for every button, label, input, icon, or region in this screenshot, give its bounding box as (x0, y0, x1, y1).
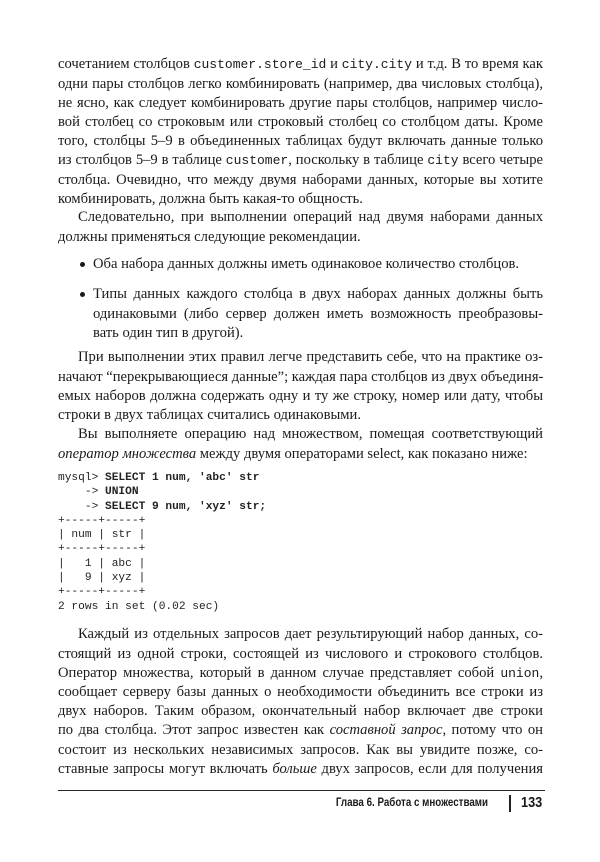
text-line (93, 305, 543, 324)
bullet-text (93, 255, 543, 274)
code-text: -> (58, 500, 105, 513)
bullet-icon (80, 262, 85, 267)
text-run: Оба набора данных должны иметь одинаковое количество столбцов. (93, 256, 520, 273)
text-run: и т.д. В то время как (412, 56, 543, 73)
inline-code: customer (225, 153, 289, 169)
text-run: двух запросов, если для получения (316, 760, 543, 777)
text-line (58, 132, 543, 151)
code-text: +-----+-----+ (58, 514, 146, 527)
code-text: -> (58, 486, 105, 499)
text-run: сочетанием столбцов (58, 56, 194, 73)
text-run: , (539, 664, 543, 681)
text-line (58, 702, 543, 721)
text-run: емых наборов должна содержать одну и ту же строку, номер или дату, чтобы (58, 387, 543, 404)
text-run: всего четыре (458, 152, 543, 169)
code-line (58, 571, 266, 585)
text-run: Следовательно, при выполнении операций над двумя наборами данных (78, 209, 543, 226)
code-keyword: UNION (105, 486, 139, 499)
code-line (58, 485, 266, 499)
text-run: не ясно, как следует комбинировать другие пары столбцов, например число- (58, 94, 543, 111)
text-line (58, 721, 543, 740)
inline-code: city (427, 153, 459, 169)
code-line (58, 500, 266, 514)
code-line (58, 528, 266, 542)
text-run: стоящий из одной строки, состоящей из числового и строкового столбцов. (58, 645, 543, 662)
text-line (58, 406, 543, 425)
text-run: ставные запросы могут включать (58, 760, 273, 777)
text-run: вой столбец со строковым или строковый столбец со столбцом даты. Кроме (58, 113, 543, 130)
text-line (58, 387, 543, 406)
text-run: сообщает серверу базы данных о необходимости объединить все строки из (58, 683, 543, 700)
text-line (93, 285, 543, 304)
inline-code: union (500, 665, 540, 681)
emphasis: оператор множества (58, 445, 197, 462)
text-run: строки в двух таблицах считались одинаковыми. (58, 406, 361, 423)
code-line (58, 542, 266, 556)
footer-rule (58, 790, 545, 791)
page-number: 133 (521, 794, 543, 811)
text-line (58, 75, 543, 94)
paragraph (58, 55, 543, 209)
text-run: двух наборов. Таким образом, окончательный набор включает две строки (58, 703, 543, 720)
text-run: состоит из нескольких независимых запросов. Как вы увидите позже, со- (58, 741, 543, 758)
text-line (58, 348, 543, 367)
paragraph (58, 348, 543, 425)
code-line (58, 471, 266, 485)
text-line (58, 625, 543, 644)
code-listing (58, 471, 266, 614)
code-line (58, 514, 266, 528)
text-run: При выполнении этих правил легче представить себе, что на практике оз- (78, 349, 543, 366)
bullet-item (80, 285, 543, 343)
text-run: Оператор множества, который в данном случае представляет собой (58, 664, 501, 681)
text-run: по два столбца. Этот запрос известен как (58, 722, 330, 739)
text-run: , поскольку в таблице (288, 152, 428, 169)
emphasis: больше (272, 760, 317, 777)
code-keyword: SELECT 9 num, 'xyz' str; (105, 500, 267, 513)
code-text: +-----+-----+ (58, 586, 146, 599)
code-text: +-----+-----+ (58, 543, 146, 556)
inline-code: city.city (341, 57, 412, 73)
text-run: , потому что он (442, 722, 543, 739)
text-run: и (326, 56, 342, 73)
code-text: | num | str | (58, 529, 146, 542)
text-run: должны применяться следующие рекомендации. (58, 228, 361, 245)
text-line (58, 445, 543, 464)
code-text: 2 rows in set (0.02 sec) (58, 600, 220, 613)
text-run: вать один тип в другой). (93, 324, 244, 341)
code-text: | 1 | abc | (58, 557, 146, 570)
code-line (58, 600, 266, 614)
running-footer-chapter: Глава 6. Работа с множествами (335, 797, 488, 809)
text-line (58, 645, 543, 664)
paragraph (58, 425, 543, 463)
text-line (58, 208, 543, 227)
text-run: Вы выполняете операцию над множеством, помещая соответствующий (78, 426, 543, 443)
footer-divider (509, 795, 511, 812)
text-line (93, 255, 543, 274)
text-run: одинаковыми (либо сервер должен иметь возможность преобразовы- (93, 305, 543, 322)
code-line (58, 557, 266, 571)
text-run: того, столбцы 5–9 в объединенных таблицах будут включать данные только (58, 133, 543, 150)
text-run: одни пары столбцов легко комбинировать (например, два числовых столбца), (58, 75, 543, 92)
text-run: начают “перекрывающиеся данные”; каждая пара столбцов из двух объединя- (58, 368, 544, 385)
text-run: Типы данных каждого столбца в двух наборах данных должны быть (93, 286, 543, 303)
text-line (58, 760, 543, 779)
text-line (58, 425, 543, 444)
text-line (58, 228, 543, 247)
code-text: mysql> (58, 472, 105, 484)
text-line (58, 151, 543, 170)
text-line (58, 55, 543, 74)
text-line (58, 171, 543, 190)
text-run: столбца. Очевидно, что между двумя наборами данных, которые вы хотите (58, 171, 543, 188)
code-text: | 9 | xyz | (58, 572, 146, 585)
bullet-item (80, 255, 543, 274)
text-line (58, 683, 543, 702)
text-line (93, 324, 543, 343)
emphasis: составной запрос (329, 722, 443, 739)
text-run: комбинировать, должна быть какая-то общность. (58, 190, 363, 207)
bullet-text (93, 285, 543, 343)
text-run: из столбцов 5–9 в таблице (58, 152, 226, 169)
text-run: между двумя операторами select, как показано ниже: (196, 445, 528, 462)
paragraph (58, 625, 543, 779)
text-line (58, 368, 543, 387)
code-line (58, 585, 266, 599)
text-line (58, 113, 543, 132)
text-line (58, 741, 543, 760)
bullet-icon (80, 292, 85, 297)
code-keyword: SELECT 1 num, 'abc' str (105, 472, 260, 484)
text-run: Каждый из отдельных запросов дает результирующий набор данных, со- (78, 626, 543, 643)
text-line (58, 664, 543, 683)
inline-code: customer.store_id (193, 57, 327, 73)
paragraph (58, 208, 543, 246)
text-line (58, 94, 543, 113)
text-line (58, 190, 543, 209)
